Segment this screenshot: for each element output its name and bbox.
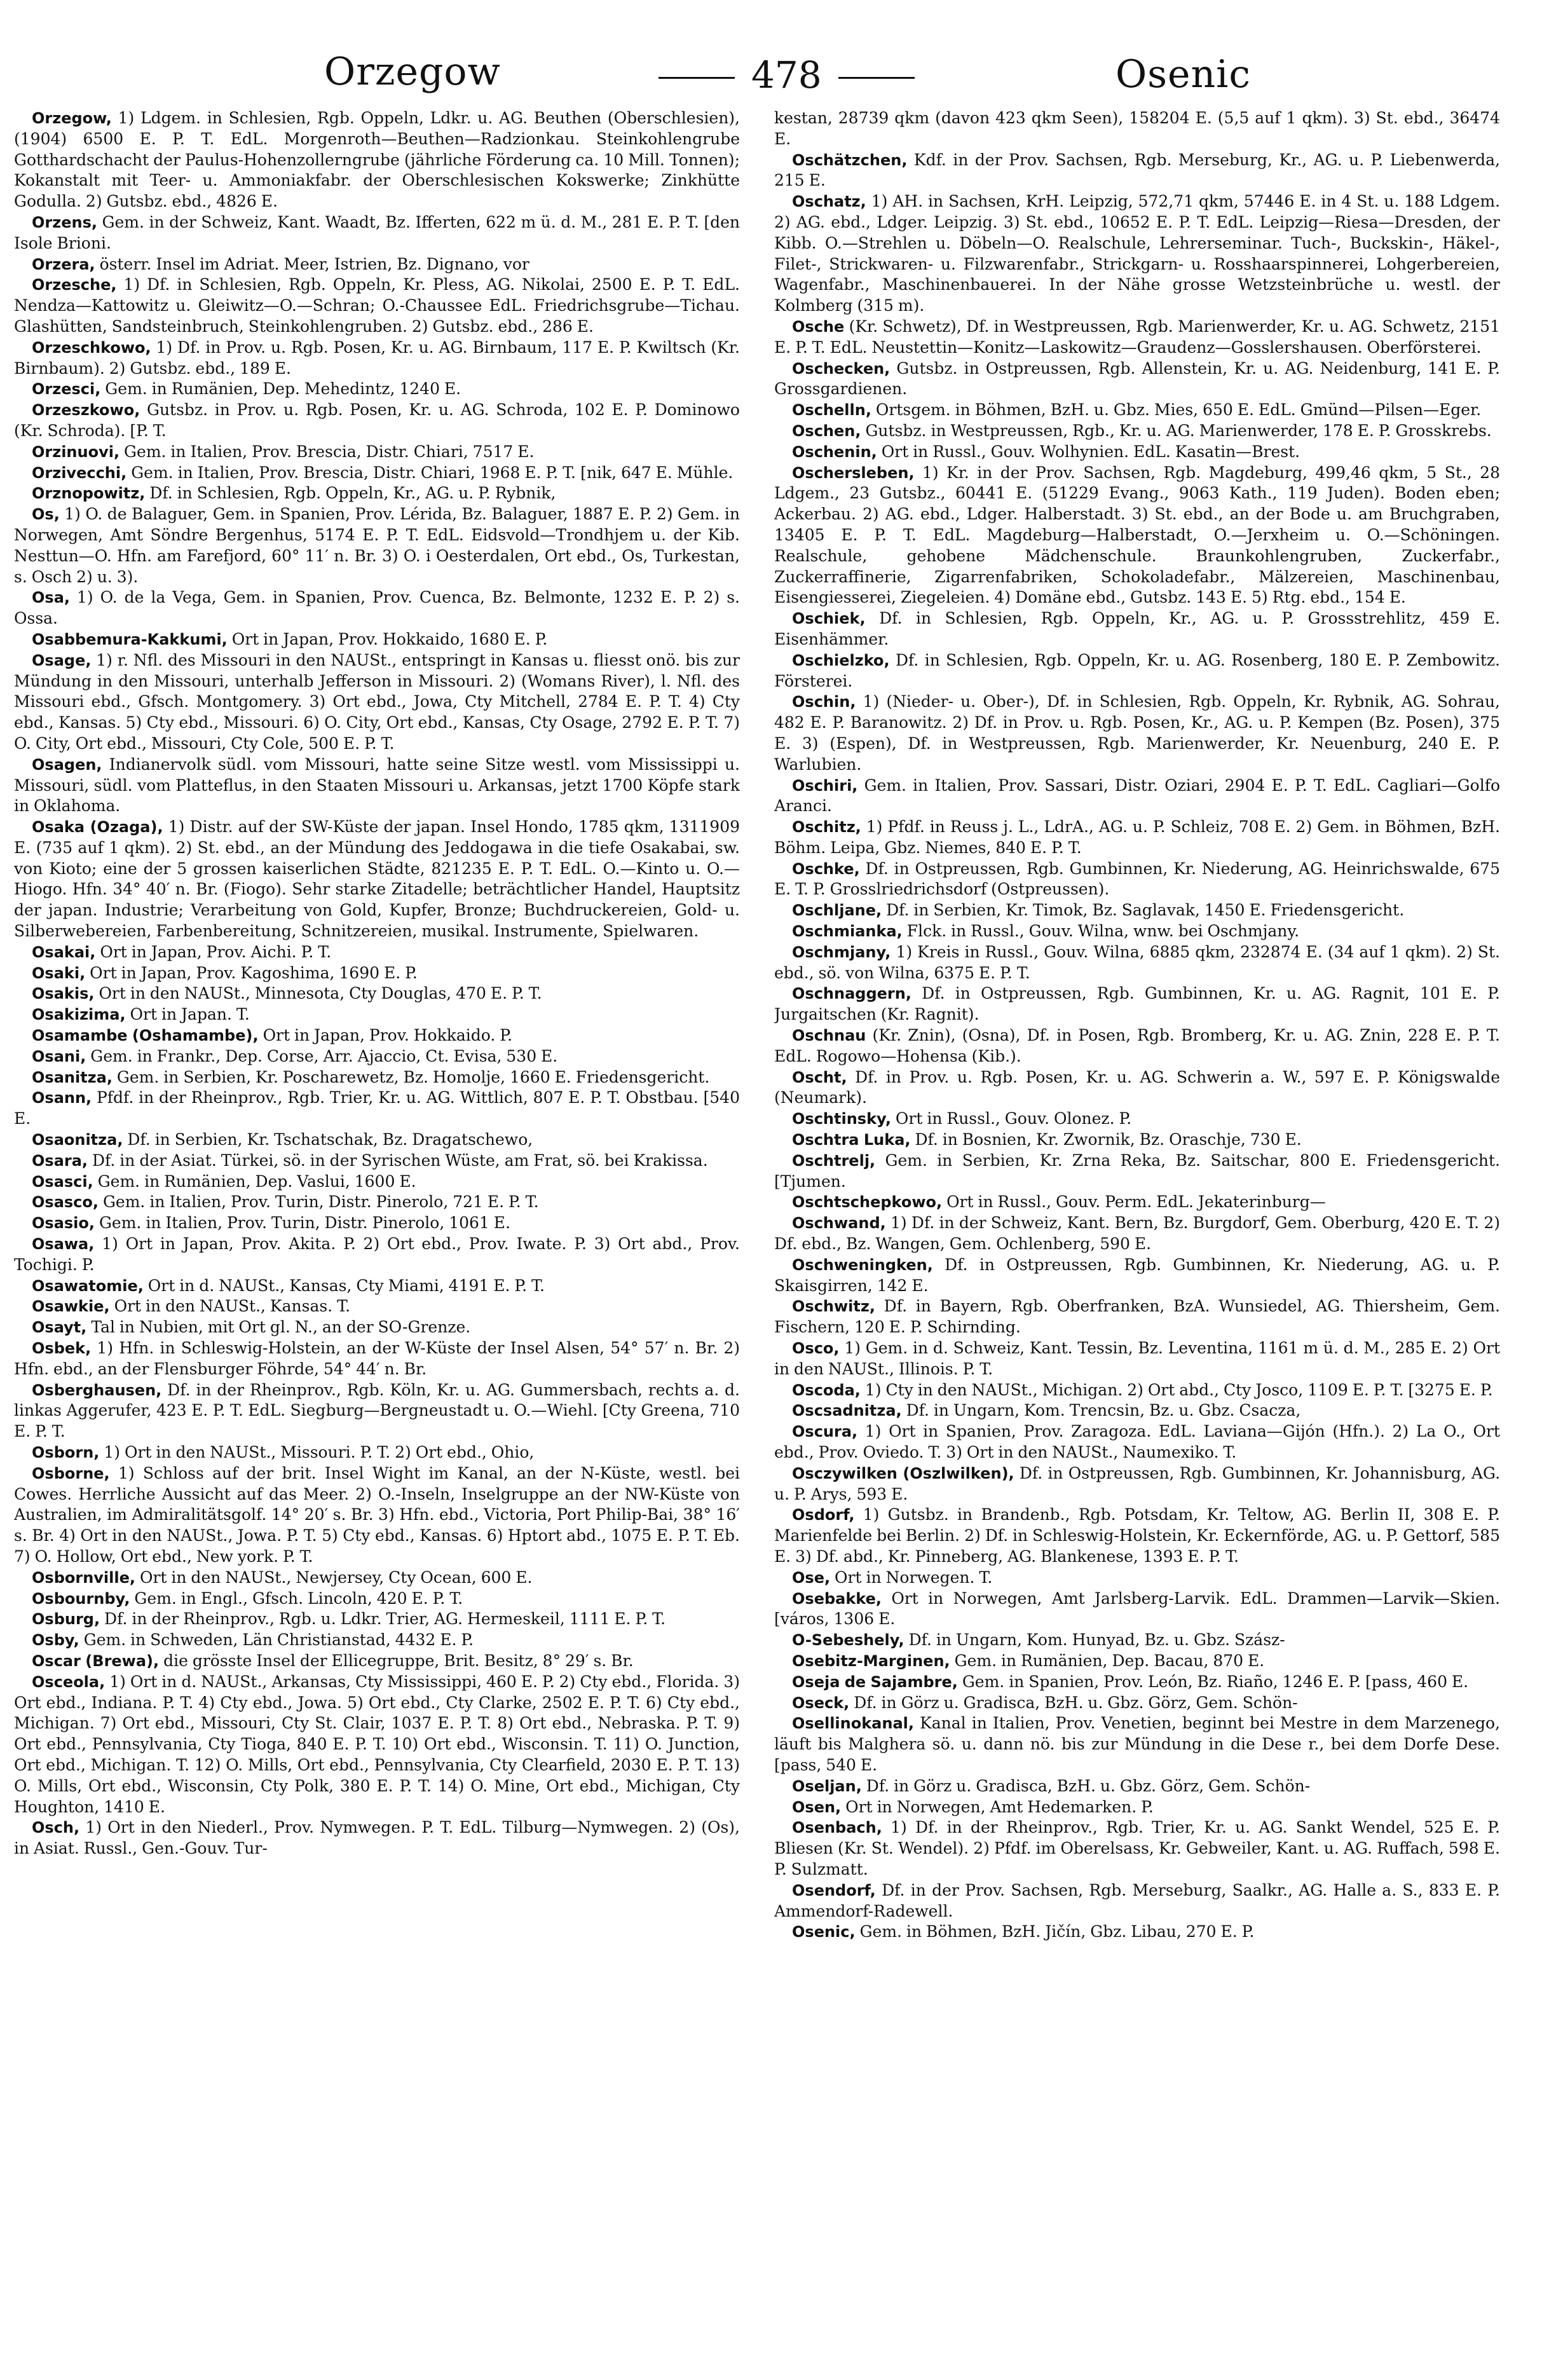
dictionary-entry bbox=[774, 1797, 1500, 1818]
entry-headword: Osche bbox=[792, 317, 845, 336]
entry-headword: Oschweningken, bbox=[792, 1255, 933, 1274]
entry-text: Gem. in Serbien, Kr. Zrna Reka, Bz. Saitschar, 800 E. Friedensgericht. [Tjumen. bbox=[774, 1151, 1500, 1191]
dictionary-entry bbox=[774, 1817, 1500, 1880]
entry-headword: Osendorf, bbox=[792, 1881, 876, 1899]
entry-headword: Osebakke, bbox=[792, 1589, 882, 1608]
entry-text: 1) r. Nfl. des Missouri in den NAUSt., entspringt in Kansas u. fliesst onö. bis zur Mündung in den Missouri, unterhalb Jefferson in Missouri. 2) (Womans River), l. Nfl. des Missouri ebd., Gfsch. Montgomery. 3) Ort ebd., Jowa, Cty Mitchell, 2784 E. P. T. 4) Cty ebd., Kansas. 5) Cty ebd., Missouri. 6) O. City, Ort ebd., Kansas, Cty Osage, 2792 E. P. T. 7) O. City, Ort ebd., Missouri, Cty Cole, 500 E. P. T. bbox=[14, 650, 740, 753]
dictionary-entry bbox=[14, 442, 740, 463]
dictionary-entry bbox=[14, 1589, 740, 1610]
entry-text: Ort in den NAUSt., Newjersey, Cty Ocean, 600 E. bbox=[139, 1568, 533, 1587]
entry-text: die grösste Insel der Ellicegruppe, Brit. Besitz, 8° 29′ s. Br. bbox=[163, 1651, 634, 1670]
entry-text: 1) Pfdf. in Reuss j. L., LdrA., AG. u. P. Schleiz, 708 E. 2) Gem. in Böhmen, BzH. Böhm. Leipa, Gbz. Niemes, 840 E. P. T. bbox=[774, 817, 1500, 857]
entry-headword: Oschtra Luka, bbox=[792, 1131, 911, 1149]
dictionary-entry bbox=[14, 1004, 740, 1025]
entry-text: Gem. in Schweden, Län Christianstad, 4432 E. P. bbox=[83, 1631, 474, 1650]
dictionary-entry bbox=[14, 108, 740, 212]
entry-text: Ortsgem. in Böhmen, BzH. u. Gbz. Mies, 650 E. EdL. Gmünd—Pilsen—Eger. bbox=[875, 400, 1482, 420]
entry-text: Df. in Ungarn, Kom. Trencsin, Bz. u. Gbz. Csacza, bbox=[906, 1401, 1301, 1420]
entry-text: 1) O. de la Vega, Gem. in Spanien, Prov. Cuenca, Bz. Belmonte, 1232 E. P. 2) s. Ossa. bbox=[14, 588, 740, 628]
dictionary-entry bbox=[774, 859, 1500, 901]
entry-text: Df. in Serbien, Kr. Timok, Bz. Saglavak, 1450 E. Friedensgericht. bbox=[886, 901, 1405, 920]
entry-text: Gem. in Frankr., Dep. Corse, Arr. Ajaccio, Ct. Evisa, 530 E. bbox=[90, 1046, 558, 1065]
dictionary-entry bbox=[14, 755, 740, 817]
entry-text: Gutsbz. in Westpreussen, Rgb., Kr. u. AG. Marienwerder, 178 E. P. Grosskrebs. bbox=[865, 421, 1492, 440]
entry-text: 1) Cty in den NAUSt., Michigan. 2) Ort abd., Cty Josco, 1109 E. P. T. [3275 E. P. bbox=[864, 1380, 1493, 1399]
dictionary-entry bbox=[774, 1400, 1500, 1421]
dictionary-entry bbox=[774, 442, 1500, 463]
page-number: 478 bbox=[751, 53, 822, 97]
entry-text: Gem. in Italien, Prov. Turin, Distr. Pinerolo, 721 E. P. T. bbox=[102, 1193, 539, 1212]
dictionary-entry bbox=[14, 1213, 740, 1234]
entry-headword: Osellinokanal, bbox=[792, 1714, 914, 1733]
dictionary-entry bbox=[774, 1192, 1500, 1213]
dictionary-entry bbox=[14, 379, 740, 400]
entry-headword: Osasci, bbox=[32, 1172, 93, 1191]
entry-headword: Oscht, bbox=[792, 1068, 847, 1086]
entry-text: Gem. in Rumänien, Dep. Bacau, 870 E. bbox=[954, 1651, 1265, 1670]
dictionary-entry bbox=[14, 1630, 740, 1651]
entry-headword: Orzeszkowo, bbox=[32, 401, 140, 420]
dictionary-entry bbox=[774, 1109, 1500, 1130]
entry-text: Df. in Ostpreussen, Rgb. Gumbinnen, Kr. Niederung, AG. Heinrichswalde, 675 E. T. P. Grosslriedrichsdorf (Ostpreussen). bbox=[774, 859, 1500, 899]
entry-text: Ort in Norwegen. T. bbox=[835, 1568, 993, 1587]
entry-headword: Oschenin, bbox=[792, 442, 877, 461]
entry-text: 1) Kreis in Russl., Gouv. Wilna, 6885 qkm, 232874 E. (34 auf 1 qkm). 2) St. ebd., sö. von Wilna, 6375 E. P. T. bbox=[774, 942, 1500, 982]
entry-headword: Oschtschepkowo, bbox=[792, 1193, 943, 1212]
entry-headword: Osby, bbox=[32, 1631, 79, 1650]
dictionary-entry bbox=[14, 1463, 740, 1568]
entry-text: 1) Df. in der Rheinprov., Rgb. Trier, Kr. u. AG. Sankt Wendel, 525 E. P. Bliesen (Kr. St. Wendel). 2) Pfdf. im Oberelsass, Kr. Gebweiler, Kant. u. AG. Ruffach, 598 E. P. Sulzmatt. bbox=[774, 1818, 1500, 1878]
entry-text: Kanal in Italien, Prov. Venetien, beginnt bei Mestre in dem Marzenego, läuft bis Malghera sö. u. dann nö. bis zur Mündung in die Dese r., bei dem Dorfe Dese. [pass, 540 E. bbox=[774, 1714, 1500, 1774]
dictionary-entry bbox=[774, 1568, 1500, 1589]
dictionary-entry bbox=[14, 483, 740, 504]
entry-headword: Osbournby, bbox=[32, 1589, 130, 1608]
header-dash-right bbox=[838, 77, 915, 79]
entry-text: Gem. in Italien, Prov. Turin, Distr. Pinerolo, 1061 E. bbox=[99, 1214, 510, 1233]
page-header bbox=[0, 50, 1556, 100]
entry-text: 1) Hfn. in Schleswig-Holstein, an der W-Küste der Insel Alsen, 54° 57′ n. Br. 2) Hfn. ebd., an der Flensburger Föhrde, 54° 44′ n. Br. bbox=[14, 1339, 740, 1378]
dictionary-entry bbox=[774, 921, 1500, 942]
dictionary-entry bbox=[774, 1589, 1500, 1631]
dictionary-entry bbox=[774, 608, 1500, 650]
dictionary-entry bbox=[774, 1421, 1500, 1463]
entry-headword: Osch, bbox=[32, 1819, 80, 1837]
entry-text: Ort in den NAUSt., Minnesota, Cty Douglas, 470 E. P. T. bbox=[99, 984, 542, 1003]
entry-text: österr. Insel im Adriat. Meer, Istrien, Bz. Dignano, vor bbox=[99, 254, 529, 273]
entry-text: 1) Ort in den NAUSt., Missouri. P. T. 2) Ort ebd., Ohio, bbox=[104, 1443, 535, 1461]
entry-text: Gem. in Rumänien, Dep. Vaslui, 1600 E. bbox=[97, 1172, 416, 1191]
entry-text: Df. in der Prov. Sachsen, Rgb. Merseburg, Saalkr., AG. Halle a. S., 833 E. P. Ammendorf-Radewell. bbox=[774, 1880, 1500, 1920]
entry-headword: Osborn, bbox=[32, 1444, 100, 1461]
entry-headword: Orzera, bbox=[32, 255, 95, 273]
entry-text: 1) AH. in Sachsen, KrH. Leipzig, 572,71 qkm, 57446 E. in 4 St. u. 188 Ldgem. 2) AG. ebd., Ldger. Leipzig. 3) St. ebd., 10652 E. P. T. EdL. Leipzig—Riesa—Dresden, der Kibb. O.—Strehlen u. Döbeln—O. Realschule, Lehrerseminar. Tuch-, Buckskin-, Häkel-, Filet-, Strickwaren- u. Filzwarenfabr., Strickgarn- u. Rosshaarspinnerei, Lohgerbereien, Wagenfabr., Maschinenbauerei. In der Nähe grosse Wetzsteinbrüche u. westl. der Kolmberg (315 m). bbox=[774, 192, 1500, 315]
dictionary-entry bbox=[774, 692, 1500, 775]
entry-headword: Osbornville, bbox=[32, 1568, 135, 1587]
entry-headword: Oseck, bbox=[792, 1693, 850, 1712]
entry-text: 1) Df. in Schlesien, Rgb. Oppeln, Kr. Pless, AG. Nikolai, 2500 E. P. T. EdL. Nendza—Kattowitz u. Gleiwitz—O.—Schran; O.-Chaussee EdL. Friedrichsgrube—Tichau. Glashütten, Sandsteinbruch, Steinkohlengruben. 2) Gutsbz. ebd., 286 E. bbox=[14, 275, 740, 336]
dictionary-entry bbox=[774, 317, 1500, 359]
dictionary-entry bbox=[774, 1130, 1500, 1151]
dictionary-entry bbox=[14, 629, 740, 650]
dictionary-entry bbox=[14, 1046, 740, 1067]
dictionary-entry bbox=[774, 817, 1500, 859]
dictionary-entry bbox=[774, 1067, 1500, 1109]
entry-text: Ort in Norwegen, Amt Hedemarken. P. bbox=[845, 1797, 1154, 1816]
entry-text: Tal in Nubien, mit Ort gl. N., an der SO-Grenze. bbox=[91, 1318, 471, 1337]
entry-headword: Oscar (Brewa), bbox=[32, 1652, 160, 1670]
dictionary-entry bbox=[774, 359, 1500, 400]
dictionary-entry bbox=[14, 1651, 740, 1672]
entry-text: Df. in Schlesien, Rgb. Oppeln, Kr., AG. u. P. Rybnik, bbox=[149, 484, 556, 503]
entry-headword: Osage, bbox=[32, 651, 92, 669]
entry-text: kestan, 28739 qkm (davon 423 qkm Seen), 158204 E. (5,5 auf 1 qkm). 3) St. ebd., 36474 E. bbox=[774, 109, 1500, 148]
entry-text: 1) Schloss auf der brit. Insel Wight im Kanal, an der N-Küste, westl. bei Cowes. Herrliche Aussicht auf das Meer. 2) O.-Inseln, Inselgruppe an der NW-Küste von Australien, im Admiralitätsgolf. 14° 20′ s. Br. 3) Hfn. ebd., Victoria, Port Philip-Bai, 38° 16′ s. Br. 4) Ort in den NAUSt., Jowa. P. T. 5) Cty ebd., Kansas. 6) Hptort abd., 1075 E. P. T. Eb. 7) O. Hollow, Ort ebd., New york. P. T. bbox=[14, 1463, 740, 1566]
entry-headword: Orznopowitz, bbox=[32, 484, 146, 503]
dictionary-entry bbox=[774, 1880, 1500, 1922]
entry-headword: Osebitz-Marginen, bbox=[792, 1652, 950, 1670]
entry-headword: Ose, bbox=[792, 1568, 831, 1587]
entry-headword: Osco, bbox=[792, 1339, 840, 1358]
entry-headword: Osborne, bbox=[32, 1464, 110, 1482]
entry-text: Df. in Ostpreussen, Rgb. Gumbinnen, Kr. Johannisburg, AG. u. P. Arys, 593 E. bbox=[774, 1463, 1500, 1503]
right-column bbox=[774, 108, 1500, 2346]
entry-headword: Osagen, bbox=[32, 755, 102, 774]
entry-text: 1) (Nieder- u. Ober-), Df. in Schlesien, Rgb. Oppeln, Kr. Rybnik, AG. Sohrau, 482 E. P. Baranowitz. 2) Df. in Prov. u. Rgb. Posen, Kr., AG. u. P. Kempen (Bz. Posen), 375 E. 3) (Espen), Df. in Westpreussen, Rgb. Marienwerder, Kr. Neuenburg, 240 E. P. Warlubien. bbox=[774, 692, 1500, 774]
entry-text: 1) Ort in den Niederl., Prov. Nymwegen. P. T. EdL. Tilburg—Nymwegen. 2) (Os), in Asiat. Russl., Gen.-Gouv. Tur- bbox=[14, 1818, 740, 1858]
entry-text: 1) Ort in d. NAUSt., Arkansas, Cty Mississippi, 460 E. P. 2) Cty ebd., Florida. 3) Ort ebd., Indiana. P. T. 4) Cty ebd., Jowa. 5) Ort ebd., Cty Clarke, 2502 E. P. T. 6) Cty ebd., Michigan. 7) Ort ebd., Missouri, Cty St. Clair, 1037 E. P. T. 8) Ort ebd., Nebraska. P. T. 9) Ort ebd., Pennsylvania, Cty Tioga, 840 E. P. T. 10) Ort ebd., Wisconsin. T. 11) O. Junction, Ort ebd., Michigan. T. 12) O. Mills, Ort ebd., Pennsylvania, Cty Clearfield, 2030 E. P. T. 13) O. Mills, Ort ebd., Wisconsin, Cty Polk, 380 E. P. T. 14) O. Mine, Ort ebd., Michigan, Cty Houghton, 1410 E. bbox=[14, 1672, 740, 1816]
entry-text: Df. in Prov. u. Rgb. Posen, Kr. u. AG. Schwerin a. W., 597 E. P. Königswalde (Neumark). bbox=[774, 1067, 1500, 1107]
header-dash-left bbox=[659, 77, 735, 79]
entry-headword: Orzesci, bbox=[32, 380, 101, 399]
entry-headword: Oschwand, bbox=[792, 1214, 886, 1233]
entry-text: Df. in der Rheinprov., Rgb. Köln, Kr. u. AG. Gummersbach, rechts a. d. linkas Aggerufer, 423 E. P. T. EdL. Siegburg—Bergneustadt u. O.—Wiehl. [Cty Greena, 710 E. P. T. bbox=[14, 1380, 740, 1441]
entry-text: Ort in Japan, Prov. Hokkaido. P. bbox=[263, 1026, 513, 1045]
dictionary-entry bbox=[14, 1067, 740, 1088]
dictionary-entry bbox=[774, 1505, 1500, 1567]
entry-headword: Oschielzko, bbox=[792, 651, 890, 669]
dictionary-entry bbox=[14, 463, 740, 484]
entry-headword: Osakis, bbox=[32, 985, 95, 1003]
dictionary-entry bbox=[14, 1276, 740, 1297]
dictionary-entry bbox=[774, 421, 1500, 442]
entry-text: Df. in Bayern, Rgb. Oberfranken, BzA. Wunsiedel, AG. Thiersheim, Gem. Fischern, 120 E. P. Schirnding. bbox=[774, 1297, 1500, 1337]
dictionary-entry bbox=[14, 275, 740, 337]
entry-text: Gem. in der Schweiz, Kant. Waadt, Bz. Ifferten, 622 m ü. d. M., 281 E. P. T. [den Isole Brioni. bbox=[14, 212, 740, 252]
entry-headword: Orzegow, bbox=[32, 109, 112, 127]
entry-headword: Oscura, bbox=[792, 1423, 858, 1441]
dictionary-entry bbox=[774, 1380, 1500, 1401]
entry-headword: Osamambe (Oshamambe), bbox=[32, 1027, 259, 1045]
entry-text: (Kr. Schwetz), Df. in Westpreussen, Rgb. Marienwerder, Kr. u. AG. Schwetz, 2151 E. P. T. EdL. Neustettin—Konitz—Laskowitz—Graudenz—Gosslershausen. Oberförsterei. bbox=[774, 317, 1500, 357]
entry-headword: Osasco, bbox=[32, 1193, 99, 1212]
entry-text: 1) Gutsbz. in Brandenb., Rgb. Potsdam, Kr. Teltow, AG. Berlin II, 308 E. P. Marienfelde bei Berlin. 2) Df. in Schleswig-Holstein, Kr. Eckernförde, AG. u. P. Gettorf, 585 E. 3) Df. abd., Kr. Pinneberg, AG. Blankenese, 1393 E. P. T. bbox=[774, 1505, 1500, 1566]
dictionary-entry bbox=[14, 587, 740, 629]
dictionary-entry bbox=[774, 942, 1500, 984]
entry-headword: Oschmianka, bbox=[792, 922, 903, 941]
entry-text: Df. in Ostpreussen, Rgb. Gumbinnen, Kr. u. AG. Ragnit, 101 E. P. Jurgaitschen (Kr. Ragnit). bbox=[774, 984, 1500, 1024]
entry-text: 1) Kr. in der Prov. Sachsen, Rgb. Magdeburg, 499,46 qkm, 5 St., 28 Ldgem., 23 Gutsbz., 60441 E. (51229 Evang., 9063 Kath., 119 Juden). Boden eben; Ackerbau. 2) AG. ebd., Ldger. Halberstadt. 3) St. ebd., an der Bode u. am Bruchgraben, 13405 E. P. T. EdL. Magdeburg—Halberstadt, O.—Jerxheim u. O.—Schöningen. Realschule, gehobene Mädchenschule. Braunkohlengruben, Zuckerfabr., Zuckerraffinerie, Zigarrenfabriken, Schokoladefabr., Mälzereien, Maschinenbau, Eisengiesserei, Ziegeleien. 4) Domäne ebd., Gutsbz. 143 E. 5) Rtg. ebd., 154 E. bbox=[774, 463, 1500, 607]
entry-text: 1) Ort in Spanien, Prov. Zaragoza. EdL. Laviana—Gijón (Hfn.). 2) La O., Ort ebd., Prov. Oviedo. T. 3) Ort in den NAUSt., Naumexiko. T. bbox=[774, 1422, 1500, 1461]
dictionary-entry bbox=[774, 191, 1500, 317]
dictionary-entry bbox=[14, 1088, 740, 1130]
entry-headword: Osann, bbox=[32, 1089, 92, 1107]
entry-headword: Oscoda, bbox=[792, 1381, 861, 1399]
dictionary-entry bbox=[14, 817, 740, 942]
entry-headword: Osasio, bbox=[32, 1214, 95, 1233]
dictionary-entry bbox=[14, 1442, 740, 1463]
entry-text: Pfdf. in der Rheinprov., Rgb. Trier, Kr. u. AG. Wittlich, 807 E. P. T. Obstbau. [540 E. bbox=[14, 1088, 740, 1128]
entry-text: 1) Ort in Japan, Prov. Akita. P. 2) Ort ebd., Prov. Iwate. P. 3) Ort abd., Prov. Tochigi. P. bbox=[14, 1234, 740, 1274]
entry-text: Gem. in Engl., Gfsch. Lincoln, 420 E. P. T. bbox=[134, 1589, 463, 1608]
entry-text: Df. in der Rheinprov., Rgb. u. Ldkr. Trier, AG. Hermeskeil, 1111 E. P. T. bbox=[104, 1610, 666, 1629]
entry-text: Ort in d. NAUSt., Kansas, Cty Miami, 4191 E. P. T. bbox=[147, 1276, 545, 1295]
dictionary-entry bbox=[774, 900, 1500, 921]
entry-headword: Orzens, bbox=[32, 213, 97, 231]
dictionary-entry bbox=[774, 150, 1500, 192]
entry-text: Kdf. in der Prov. Sachsen, Rgb. Merseburg, Kr., AG. u. P. Liebenwerda, 215 E. bbox=[774, 150, 1500, 190]
entry-headword: Osanitza, bbox=[32, 1068, 113, 1086]
entry-headword: Osbek, bbox=[32, 1339, 92, 1358]
entry-text: Df. in Schlesien, Rgb. Oppeln, Kr. u. AG. Rosenberg, 180 E. P. Zembowitz. Försterei. bbox=[774, 650, 1500, 690]
entry-text: 1) Df. in Prov. u. Rgb. Posen, Kr. u. AG. Birnbaum, 117 E. P. Kwiltsch (Kr. Birnbaum). 2) Gutsbz. ebd., 189 E. bbox=[14, 338, 740, 378]
dictionary-entry bbox=[14, 983, 740, 1004]
dictionary-entry bbox=[14, 338, 740, 380]
entry-headword: Oschke, bbox=[792, 859, 860, 878]
entry-text: 1) Df. in der Schweiz, Kant. Bern, Bz. Burgdorf, Gem. Oberburg, 420 E. T. 2) Df. ebd., Bz. Wangen, Gem. Ochlenberg, 590 E. bbox=[774, 1214, 1500, 1254]
entry-headword: Osawatomie, bbox=[32, 1276, 144, 1295]
dictionary-entry bbox=[14, 212, 740, 254]
entry-headword: Oschitz, bbox=[792, 818, 861, 837]
entry-text: Df. in Görz u. Gradisca, BzH. u. Gbz. Görz, Gem. Schön- bbox=[854, 1693, 1298, 1712]
dictionary-entry bbox=[774, 1713, 1500, 1775]
dictionary-entry bbox=[14, 942, 740, 963]
header-last-keyword: Osenic bbox=[1116, 52, 1251, 97]
entry-headword: Osaki, bbox=[32, 964, 86, 982]
dictionary-entry bbox=[774, 1463, 1500, 1505]
left-column bbox=[14, 108, 740, 2346]
entry-headword: Oschwitz, bbox=[792, 1297, 875, 1316]
dictionary-entry bbox=[14, 1234, 740, 1276]
entry-text: Df. in Bosnien, Kr. Zwornik, Bz. Oraschje, 730 E. bbox=[915, 1130, 1302, 1149]
entry-text: Ort in Russl., Gouv. Perm. EdL. Jekaterinburg— bbox=[946, 1193, 1326, 1212]
entry-headword: Oschelln, bbox=[792, 401, 871, 420]
header-page-number-group bbox=[642, 53, 931, 97]
entry-text: Gem. in Rumänien, Dep. Mehedintz, 1240 E. bbox=[105, 380, 461, 399]
entry-text: Df. in Ungarn, Kom. Hunyad, Bz. u. Gbz. Szász- bbox=[908, 1631, 1285, 1650]
entry-headword: O-Sebeshely, bbox=[792, 1631, 904, 1650]
entry-text: 1) Gem. in d. Schweiz, Kant. Tessin, Bz. Leventina, 1161 m ü. d. M., 285 E. 2) Ort in den NAUSt., Illinois. P. T. bbox=[774, 1339, 1500, 1378]
entry-headword: Oschin, bbox=[792, 693, 856, 711]
entry-headword: Orzinuovi, bbox=[32, 442, 120, 461]
entry-headword: Osara, bbox=[32, 1151, 88, 1170]
dictionary-entry bbox=[14, 963, 740, 984]
entry-headword: Osaonitza, bbox=[32, 1131, 123, 1149]
dictionary-entry bbox=[774, 1672, 1500, 1693]
entry-headword: Oschiek, bbox=[792, 610, 866, 628]
dictionary-entry bbox=[14, 1192, 740, 1213]
entry-headword: Osceola, bbox=[32, 1672, 106, 1691]
dictionary-entry bbox=[774, 1776, 1500, 1797]
dictionary-entry bbox=[774, 1255, 1500, 1297]
entry-headword: Osenic, bbox=[792, 1923, 856, 1941]
entry-headword: Osabbemura-Kakkumi, bbox=[32, 630, 228, 648]
entry-text: Df. in Serbien, Kr. Tschatschak, Bz. Dragatschewo, bbox=[127, 1130, 533, 1149]
dictionary-entry bbox=[14, 650, 740, 755]
dictionary-entry bbox=[774, 1338, 1500, 1380]
entry-headword: Osdorf, bbox=[792, 1506, 855, 1524]
entry-text: Gutsbz. in Ostpreussen, Rgb. Allenstein, Kr. u. AG. Neidenburg, 141 E. P. Grossgardienen. bbox=[774, 359, 1500, 399]
dictionary-entry bbox=[14, 1172, 740, 1193]
entry-headword: Orzesche, bbox=[32, 276, 117, 294]
entry-headword: Oschljane, bbox=[792, 901, 882, 920]
entry-text: Indianervolk südl. vom Missouri, hatte seine Sitze westl. vom Mississippi u. Missouri, südl. vom Platteflus, in den Staaten Missouri u. Arkansas, jetzt 1700 Köpfe stark in Oklahoma. bbox=[14, 755, 740, 816]
dictionary-entry bbox=[774, 1025, 1500, 1067]
dictionary-entry bbox=[14, 1317, 740, 1338]
entry-headword: Oschatz, bbox=[792, 193, 866, 211]
entry-text: Gem. in Italien, Prov. Brescia, Distr. Chiari, 1968 E. P. T. [nik, 647 E. Mühle. bbox=[131, 463, 734, 482]
dictionary-entry bbox=[14, 1817, 740, 1859]
dictionary-entry bbox=[774, 1922, 1500, 1943]
dictionary-entry bbox=[14, 1130, 740, 1151]
entry-text: Ort in Japan. T. bbox=[130, 1005, 250, 1024]
entry-text: 1) Distr. auf der SW-Küste der japan. Insel Hondo, 1785 qkm, 1311909 E. (735 auf 1 qkm). 2) St. ebd., an der Mündung des Jeddogawa in die tiefe Osakabai, sw. von Kioto; eine der 5 grossen kaiserlichen Städte, 821235 E. P. T. EdL. O.—Kinto u. O.—Hiogo. Hfn. 34° 40′ n. Br. (Fiogo). Sehr starke Zitadelle; beträchtlicher Handel, Hauptsitz der japan. Industrie; Verarbeitung von Gold, Kupfer, Bronze; Buchdruckereien, Gold- u. Silberwebereien, Farbenbereitung, Schnitzereien, musikal. Instrumente, Spielwaren. bbox=[14, 817, 740, 941]
dictionary-entry bbox=[774, 1213, 1500, 1255]
dictionary-entry bbox=[774, 776, 1500, 817]
dictionary-entry bbox=[14, 400, 740, 442]
dictionary-entry bbox=[774, 463, 1500, 609]
entry-headword: Oscsadnitza, bbox=[792, 1402, 902, 1420]
entry-text: (Kr. Znin), (Osna), Df. in Posen, Rgb. Bromberg, Kr. u. AG. Znin, 228 E. P. T. EdL. Rogowo—Hohensa (Kib.). bbox=[774, 1026, 1500, 1065]
entry-headword: Oschtinsky, bbox=[792, 1110, 891, 1128]
dictionary-entry bbox=[14, 1609, 740, 1630]
entry-headword: Oschnaggern, bbox=[792, 985, 911, 1003]
dictionary-entry bbox=[14, 1338, 740, 1380]
dictionary-entry bbox=[14, 1296, 740, 1317]
dictionary-entry bbox=[774, 650, 1500, 692]
dictionary-entry bbox=[14, 1568, 740, 1589]
dictionary-entry bbox=[774, 1151, 1500, 1193]
entry-text: Gutsbz. in Prov. u. Rgb. Posen, Kr. u. AG. Schroda, 102 E. P. Dominowo (Kr. Schroda). [P. T. bbox=[14, 400, 740, 440]
entry-headword: Os, bbox=[32, 505, 60, 524]
entry-headword: Oschmjany, bbox=[792, 943, 891, 961]
entry-headword: Osen, bbox=[792, 1798, 842, 1816]
entry-text: Ort in Norwegen, Amt Jarlsberg-Larvik. EdL. Drammen—Larvik—Skien. [város, 1306 E. bbox=[774, 1589, 1500, 1629]
dictionary-entry bbox=[14, 254, 740, 275]
entry-text: Gem. in Böhmen, BzH. Jičín, Gbz. Libau, 270 E. P. bbox=[859, 1922, 1255, 1941]
dictionary-entry bbox=[774, 108, 1500, 150]
entry-headword: Oschiri, bbox=[792, 776, 858, 795]
entry-headword: Osayt, bbox=[32, 1318, 87, 1337]
dictionary-entry bbox=[14, 504, 740, 587]
entry-headword: Oschätzchen, bbox=[792, 151, 908, 169]
entry-headword: Osa, bbox=[32, 589, 70, 607]
entry-text: Gem. in Serbien, Kr. Poscharewetz, Bz. Homolje, 1660 E. Friedensgericht. bbox=[116, 1067, 710, 1086]
entry-text: 1) O. de Balaguer, Gem. in Spanien, Prov. Lérida, Bz. Balaguer, 1887 E. P. 2) Gem. in Norwegen, Amt Söndre Bergenhus, 5174 E. P. T. EdL. Eidsvold—Trondhjem u. der Kib. Nesttun—O. Hfn. am Farefjord, 60° 11′ n. Br. 3) O. i Oesterdalen, Ort ebd., Os, Turkestan, s. Osch 2) u. 3). bbox=[14, 505, 740, 586]
dictionary-entry bbox=[774, 1630, 1500, 1651]
entry-headword: Osawa, bbox=[32, 1235, 95, 1254]
entry-text: Flck. in Russl., Gouv. Wilna, wnw. bei Oschmjany. bbox=[906, 922, 1300, 941]
dictionary-entry bbox=[774, 400, 1500, 421]
entry-text: Ort in Japan, Prov. Kagoshima, 1690 E. P. bbox=[90, 963, 418, 982]
header-first-keyword: Orzegow bbox=[324, 50, 501, 94]
entry-headword: Oseja de Sajambre, bbox=[792, 1672, 958, 1691]
entry-text: Ort in Japan, Prov. Aichi. P. T. bbox=[100, 942, 332, 961]
entry-headword: Osani, bbox=[32, 1047, 86, 1065]
entry-headword: Osenbach, bbox=[792, 1819, 882, 1837]
entry-text: 1) Ldgem. in Schlesien, Rgb. Oppeln, Ldkr. u. AG. Beuthen (Oberschlesien), (1904) 6500 E. P. T. EdL. Morgenroth—Beuthen—Radzionkau. Steinkohlengrube Gotthardschacht der Paulus-Hohenzollerngrube (jährliche Förderung ca. 10 Mill. Tonnen); Kokanstalt mit Teer- u. Ammoniakfabr. der Oberschlesischen Kokswerke; Zinkhütte Godulla. 2) Gutsbz. ebd., 4826 E. bbox=[14, 109, 740, 211]
entry-text: Df. in Schlesien, Rgb. Oppeln, Kr., AG. u. P. Grossstrehlitz, 459 E. Eisenhämmer. bbox=[774, 609, 1500, 648]
entry-text: Ort in Russl., Gouv. Olonez. P. bbox=[895, 1109, 1132, 1128]
dictionary-entry bbox=[14, 1025, 740, 1046]
entry-headword: Osberghausen, bbox=[32, 1381, 162, 1399]
entry-headword: Osakai, bbox=[32, 943, 96, 961]
entry-text: Ort in den NAUSt., Kansas. T. bbox=[114, 1297, 351, 1316]
entry-headword: Oschecken, bbox=[792, 359, 891, 378]
entry-text: Df. in Ostpreussen, Rgb. Gumbinnen, Kr. Niederung, AG. u. P. Skaisgirren, 142 E. bbox=[774, 1255, 1500, 1295]
entry-headword: Osaka (Ozaga), bbox=[32, 818, 163, 837]
entry-headword: Oschersleben, bbox=[792, 463, 915, 482]
entry-text: Gem. in Italien, Prov. Sassari, Distr. Oziari, 2904 E. P. T. EdL. Cagliari—Golfo Aranci. bbox=[774, 776, 1500, 816]
dictionary-entry bbox=[774, 1296, 1500, 1338]
entry-headword: Osczywilken (Oszlwilken), bbox=[792, 1464, 1014, 1482]
entry-headword: Orzivecchi, bbox=[32, 463, 127, 482]
entry-headword: Oschnau bbox=[792, 1027, 866, 1045]
entry-headword: Orzeschkowo, bbox=[32, 338, 151, 357]
entry-text: Gem. in Italien, Prov. Brescia, Distr. Chiari, 7517 E. bbox=[124, 442, 535, 461]
entry-headword: Oschtrelj, bbox=[792, 1151, 876, 1170]
entry-text: Gem. in Spanien, Prov. León, Bz. Riaño, 1246 E. P. [pass, 460 E. bbox=[962, 1672, 1469, 1691]
dictionary-entry bbox=[774, 1651, 1500, 1672]
dictionary-entry bbox=[14, 1151, 740, 1172]
entry-text: Ort in Japan, Prov. Hokkaido, 1680 E. P. bbox=[231, 629, 548, 648]
entry-text: Df. in der Asiat. Türkei, sö. in der Syrischen Wüste, am Frat, sö. bei Krakissa. bbox=[92, 1151, 708, 1170]
entry-headword: Osburg, bbox=[32, 1610, 100, 1629]
dictionary-entry bbox=[774, 1693, 1500, 1714]
dictionary-entry bbox=[774, 983, 1500, 1025]
entry-headword: Oseljan, bbox=[792, 1777, 862, 1795]
dictionary-entry bbox=[14, 1380, 740, 1442]
dictionary-entry bbox=[14, 1672, 740, 1818]
entry-text: Df. in Görz u. Gradisca, BzH. u. Gbz. Görz, Gem. Schön- bbox=[866, 1776, 1311, 1795]
entry-headword: Oschen, bbox=[792, 421, 861, 440]
entry-text: Ort in Russl., Gouv. Wolhynien. EdL. Kasatin—Brest. bbox=[881, 442, 1300, 461]
entry-headword: Osawkie, bbox=[32, 1297, 110, 1316]
entry-headword: Osakizima, bbox=[32, 1006, 126, 1024]
